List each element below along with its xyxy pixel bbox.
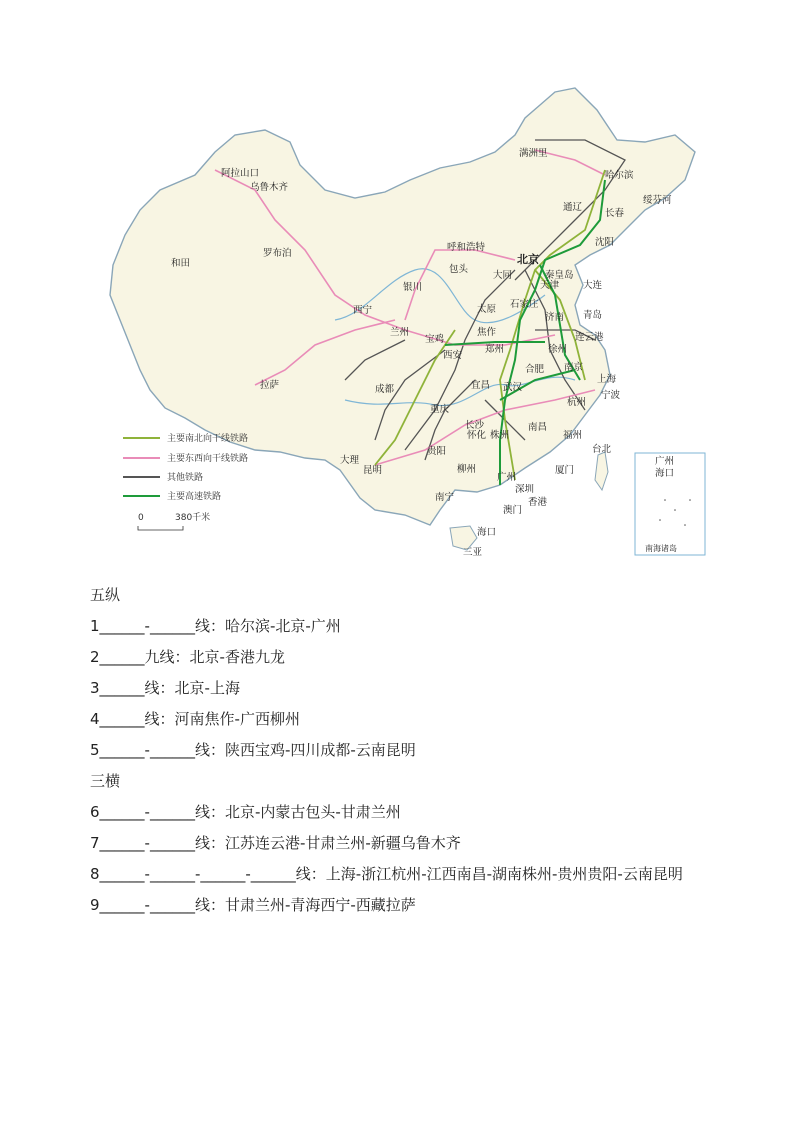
city-wuhan: 武汉 (503, 382, 523, 393)
city-qinhuangdao: 秦皇岛 (545, 270, 574, 281)
city-dali: 大理 (340, 455, 360, 466)
city-taibei: 台北 (592, 444, 612, 455)
item-1: 1______-______线：哈尔滨-北京-广州 (90, 617, 341, 635)
city-xian: 西安 (443, 350, 463, 361)
item-3: 3______线：北京-上海 (90, 679, 240, 697)
inset-city-guangzhou: 广州 (655, 456, 675, 467)
city-guiyang: 贵阳 (427, 446, 447, 457)
city-yinchuan: 银川 (403, 282, 423, 293)
heading-sanheng: 三横 (90, 772, 121, 790)
city-zhengzhou: 郑州 (485, 344, 505, 355)
city-jiaozuo: 焦作 (477, 327, 497, 338)
city-kunming: 昆明 (363, 465, 383, 476)
south-china-sea-inset (635, 453, 705, 555)
city-hefei: 合肥 (525, 364, 545, 375)
city-beijing: 北京 (517, 253, 539, 266)
city-changsha: 长沙 (465, 420, 485, 431)
legend-label-north-south: 主要南北向干线铁路 (167, 434, 249, 444)
city-hohhot: 呼和浩特 (447, 242, 486, 253)
city-xiamen: 厦门 (555, 465, 575, 476)
city-shenzhen: 深圳 (515, 484, 535, 495)
city-liuzhou: 柳州 (457, 464, 477, 475)
taiwan-island (595, 452, 608, 490)
item-8: 8______-______-______-______线：上海-浙江杭州-江西南昌-湖南株州-贵州贵阳-云南昆明 (90, 865, 683, 883)
inset-title: 南海诸岛 (645, 544, 677, 553)
item-5: 5______-______线：陕西宝鸡-四川成都-云南昆明 (90, 741, 416, 759)
city-harbin: 哈尔滨 (605, 170, 634, 181)
city-sanya: 三亚 (463, 547, 483, 558)
city-xianggang: 香港 (528, 497, 548, 508)
item-2: 2______九线：北京-香港九龙 (90, 648, 285, 666)
city-ningbo: 宁波 (601, 390, 621, 401)
city-lhasa: 拉萨 (260, 380, 280, 391)
legend-label-other: 其他铁路 (167, 473, 204, 483)
city-xining: 西宁 (353, 305, 373, 316)
city-tianjin: 天津 (540, 280, 560, 291)
city-lianyungang: 连云港 (575, 332, 604, 343)
legend-label-east-west: 主要东西向干线铁路 (167, 454, 249, 464)
city-hangzhou: 杭州 (567, 397, 587, 408)
city-alashankou: 阿拉山口 (221, 168, 260, 179)
city-haikou: 海口 (477, 527, 497, 538)
china-railway-map (105, 80, 715, 560)
legend-label-high-speed: 主要高速铁路 (167, 492, 222, 502)
city-shenyang: 沈阳 (595, 237, 615, 248)
city-shijiazhuang: 石家庄 (510, 299, 539, 310)
city-shanghai: 上海 (597, 374, 617, 385)
city-nanning: 南宁 (435, 492, 455, 503)
city-guangzhou: 广州 (497, 472, 517, 483)
city-jinan: 济南 (545, 312, 565, 323)
city-datong: 大同 (493, 270, 513, 281)
heading-wuzong: 五纵 (90, 586, 121, 604)
inset-city-haikou: 海口 (655, 468, 675, 479)
city-manzhouli: 满洲里 (519, 148, 548, 159)
scale-start: 0 (138, 513, 144, 523)
city-qingdao: 青岛 (583, 310, 603, 321)
city-chongqing: 重庆 (430, 404, 450, 415)
city-baoji: 宝鸡 (425, 334, 445, 345)
city-luobupo: 罗布泊 (263, 248, 292, 259)
city-baotou: 包头 (449, 264, 469, 275)
city-changchun: 长春 (605, 208, 625, 219)
city-taiyuan: 太原 (477, 304, 497, 315)
exercise-text (90, 580, 720, 921)
city-suifenhe: 绥芬河 (643, 195, 672, 206)
city-yichang: 宜昌 (471, 380, 491, 391)
city-hetian: 和田 (171, 258, 191, 269)
item-6: 6______-______线：北京-内蒙古包头-甘肃兰州 (90, 803, 401, 821)
city-aomen: 澳门 (503, 505, 523, 516)
city-xuzhou: 徐州 (548, 344, 568, 355)
city-fuzhou: 福州 (563, 430, 583, 441)
item-9: 9______-______线：甘肃兰州-青海西宁-西藏拉萨 (90, 896, 416, 914)
item-4: 4______线：河南焦作-广西柳州 (90, 710, 300, 728)
city-huaihua: 怀化 (467, 430, 487, 441)
city-nanjing: 南京 (564, 362, 584, 373)
map-legend (123, 432, 248, 530)
city-chengdu: 成都 (375, 384, 395, 395)
scale-bar (138, 526, 183, 530)
city-tongliao: 通辽 (563, 202, 583, 213)
city-lanzhou: 兰州 (390, 327, 410, 338)
city-nanchang: 南昌 (528, 422, 548, 433)
city-zhuzhou: 株洲 (490, 430, 510, 441)
scale-label: 380千米 (175, 513, 211, 523)
city-dalian: 大连 (583, 280, 603, 291)
item-7: 7______-______线：江苏连云港-甘肃兰州-新疆乌鲁木齐 (90, 834, 461, 852)
city-urumqi: 乌鲁木齐 (250, 182, 289, 193)
